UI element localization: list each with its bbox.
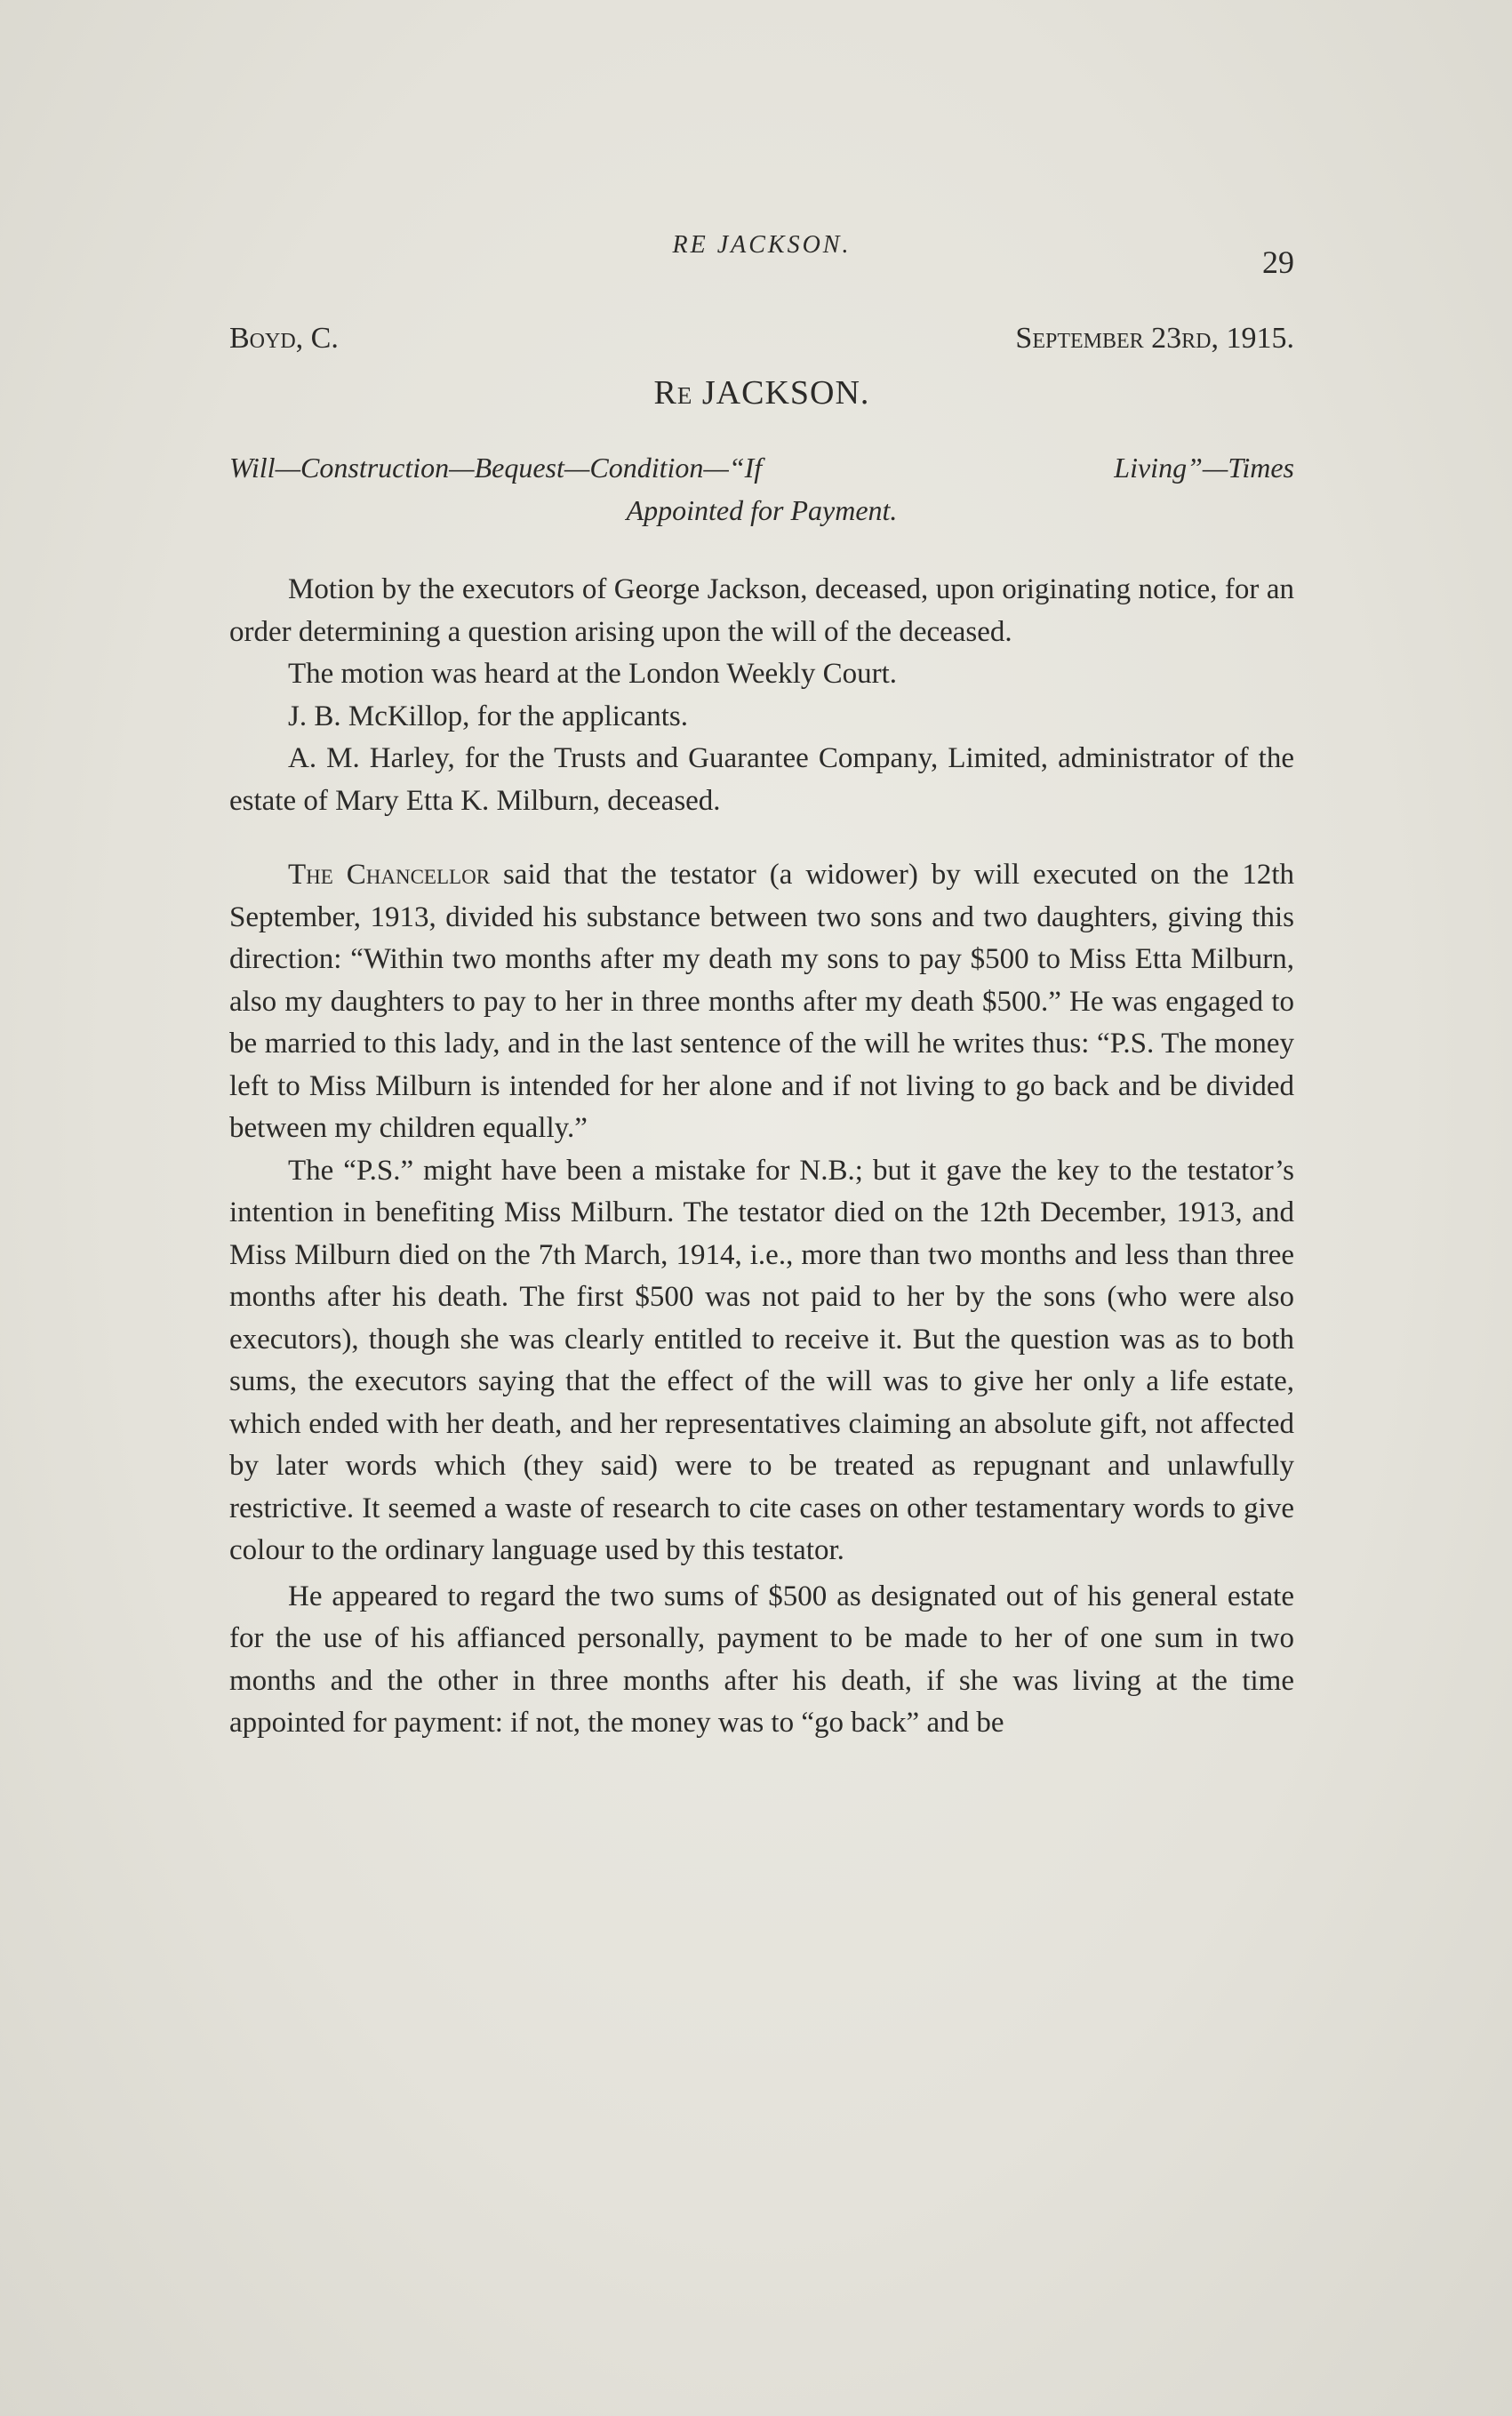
running-head xyxy=(229,229,1294,283)
page-number: 29 xyxy=(1262,244,1294,280)
paragraph-judgment: He appeared to regard the two sums of $500 as designated out of his general estate for the use of his affianced personally, payment to be made to her of one sum in two months and the other in three months after his death, if she was living at the time appointed for payment: if not, the money was to “go back” and be xyxy=(229,1580,1294,1739)
text-block xyxy=(229,229,1294,1745)
running-title: RE JACKSON. xyxy=(672,231,852,259)
headnote xyxy=(229,446,1294,532)
paragraph-judgment: The “P.S.” might have been a mistake for N.B.; but it gave the key to the testator’s intention in benefiting Miss Milburn. The testator died on the 12th December, 1913, and Miss Milburn died on the 7th March, 1914, i.e., more than two months and less than three months after his death. The first $500 was not paid to her by the sons (who were also executors), though she was clearly entitled to receive it. But the question was as to both sums, the executors saying that the effect of the will was to give her only a life estate, which ended with her death, and her representatives claiming an absolute gift, not affected by later words which (they said) were to be treated as repugnant and unlawfully restrictive. It seemed a waste of research to cite cases on other testamentary words to give colour to the ordinary language used by this testator. xyxy=(229,1154,1294,1566)
headnote-line: Will—Construction—Bequest—Condition—“If Living”—Times xyxy=(229,452,1294,484)
paragraph-judgment-opening xyxy=(229,854,1294,1150)
judge-name: Boyd, C. xyxy=(229,322,339,355)
paragraph-counsel-respondent: A. M. Harley, for the Trusts and Guarantee Company, Limited, administrator of the estate of Mary Etta K. Milburn, deceased. xyxy=(229,742,1294,817)
paragraph-court: The motion was heard at the London Weekly Court. xyxy=(288,658,897,690)
headnote-line: Appointed for Payment. xyxy=(626,494,898,526)
paragraph-counsel-applicants: J. B. McKillop, for the applicants. xyxy=(288,700,689,732)
decision-date: September 23rd, 1915. xyxy=(1015,322,1294,355)
paragraph-text: said that the testator (a widower) by will executed on the 12th September, 1913, divided his substance between two sons and two daughters, giving this direction: “Within two months after my death my sons to pay $500 to Miss Etta Milburn, also my daughters to pay to her in three months after my death $500.” He was engaged to be married to this lady, and in the last sentence of the will he writes thus: “P.S. The money left to Miss Milburn is intended for her alone and if not living to go back and be divided between my children equally.” xyxy=(229,859,1294,1144)
speaker-name: The Chancellor xyxy=(288,859,491,891)
case-title: Re JACKSON. xyxy=(653,374,870,412)
paragraph-motion: Motion by the executors of George Jackson, deceased, upon originating notice, for an order determining a question arising upon the will of the deceased. xyxy=(229,573,1294,648)
judge-date-line xyxy=(229,322,1294,372)
